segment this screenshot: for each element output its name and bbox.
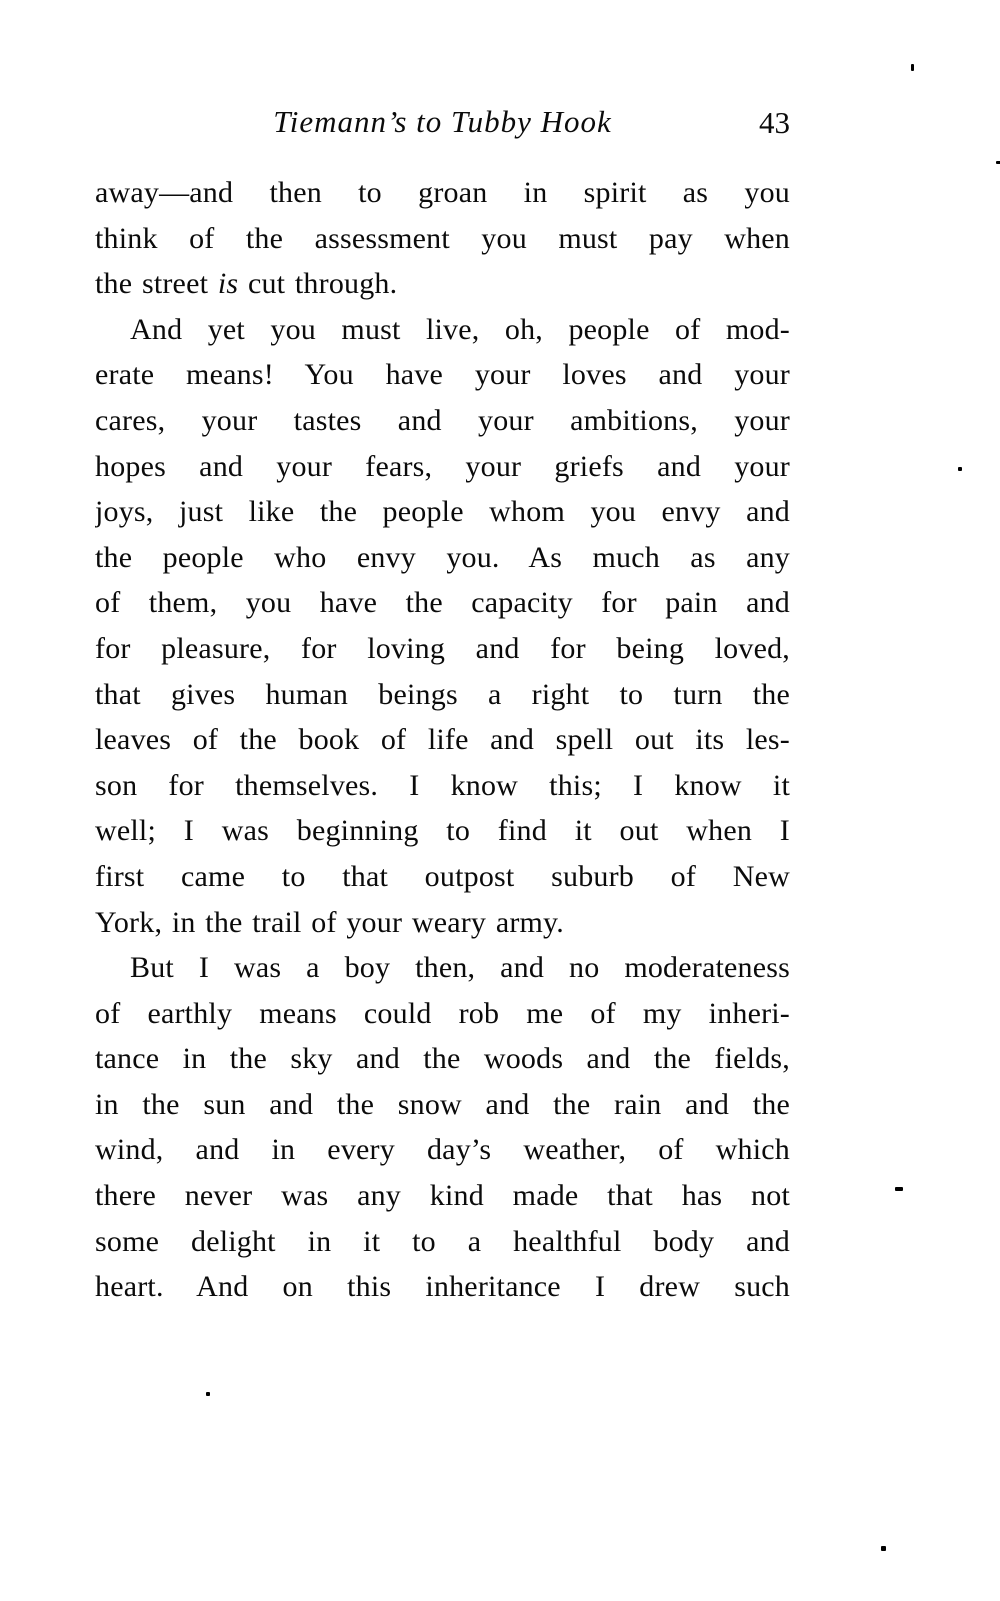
text-line <box>95 900 790 946</box>
text-segment: And yet you must live, oh, people of mod- <box>130 312 790 346</box>
text-segment: first came to that outpost suburb of New <box>95 859 790 893</box>
text-segment: of earthly means could rob me of my inheri- <box>95 996 790 1030</box>
text-line <box>95 580 790 626</box>
text-line <box>95 170 790 216</box>
text-segment: in the sun and the snow and the rain and the <box>95 1087 790 1121</box>
text-segment: joys, just like the people whom you envy and <box>95 495 790 529</box>
text-segment: hopes and your fears, your griefs and your <box>95 449 790 483</box>
body-text <box>95 170 790 1310</box>
text-segment: some delight in it to a healthful body and <box>95 1224 790 1258</box>
text-line <box>95 1264 790 1310</box>
text-line <box>95 854 790 900</box>
text-segment: the people who envy you. As much as any <box>95 540 790 574</box>
text-segment: tance in the sky and the woods and the fields, <box>95 1042 790 1076</box>
text-line <box>95 808 790 854</box>
text-line <box>95 1173 790 1219</box>
text-segment: son for themselves. I know this; I know it <box>95 768 790 802</box>
text-segment: the street <box>95 267 218 301</box>
text-segment: cares, your tastes and your ambitions, your <box>95 403 790 437</box>
text-line <box>95 626 790 672</box>
text-line <box>95 945 790 991</box>
text-line <box>95 1127 790 1173</box>
text-segment: of them, you have the capacity for pain and <box>95 586 790 620</box>
text-line <box>95 1036 790 1082</box>
text-segment: well; I was beginning to find it out when I <box>95 814 790 848</box>
text-segment: away—and then to groan in spirit as you <box>95 176 790 209</box>
text-segment: that gives human beings a right to turn the <box>95 677 790 711</box>
text-line <box>95 1082 790 1128</box>
scan-speck <box>911 64 914 71</box>
text-line <box>95 763 790 809</box>
text-segment: leaves of the book of life and spell out its les- <box>95 723 790 757</box>
running-title: Tiemann’s to Tubby Hook <box>273 104 612 139</box>
page-header <box>95 100 790 144</box>
text-line <box>95 261 790 307</box>
scan-speck <box>881 1546 886 1551</box>
text-line <box>95 717 790 763</box>
italic-text: is <box>217 267 239 301</box>
text-segment: there never was any kind made that has not <box>95 1179 790 1213</box>
scan-speck <box>895 1187 903 1191</box>
text-line <box>95 216 790 262</box>
text-line <box>95 672 790 718</box>
scan-speck <box>958 467 962 471</box>
text-line <box>95 535 790 581</box>
page-number: 43 <box>759 105 790 140</box>
text-segment: cut through. <box>238 267 398 301</box>
text-segment: erate means! You have your loves and your <box>95 358 790 392</box>
text-line <box>95 444 790 490</box>
text-line <box>95 1219 790 1265</box>
text-segment: But I was a boy then, and no moderateness <box>130 951 790 985</box>
text-segment: heart. And on this inheritance I drew such <box>95 1270 790 1304</box>
text-line <box>95 489 790 535</box>
text-segment: for pleasure, for loving and for being loved, <box>95 631 790 665</box>
text-segment: wind, and in every day’s weather, of which <box>95 1133 790 1167</box>
scan-speck <box>996 161 1000 164</box>
text-line <box>95 352 790 398</box>
text-line <box>95 991 790 1037</box>
text-segment: York, in the trail of your weary army. <box>95 905 565 939</box>
text-line <box>95 307 790 353</box>
text-line <box>95 398 790 444</box>
scan-speck <box>206 1392 210 1396</box>
text-segment: think of the assessment you must pay when <box>95 221 790 255</box>
